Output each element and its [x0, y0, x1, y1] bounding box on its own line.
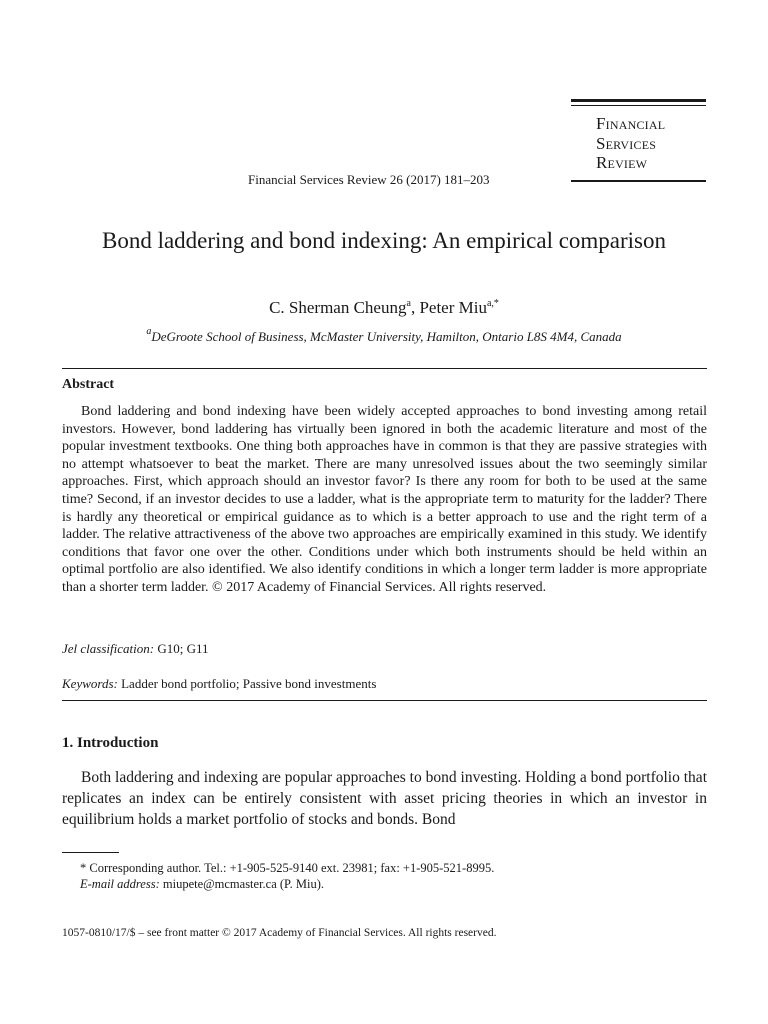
abstract-body: Bond laddering and bond indexing have been widely accepted approaches to bond investing among retail investors. However, bond laddering has virtually been ignored in both the academic literature and most of the popular investment textbooks. One thing both approaches have in common is that they are passive strategies with no attempt whatsoever to beat the market. There are many unresolved issues about the two seemingly similar approaches. First, which approach should an investor favor? Is there any room for both to be used at the same time? Second, if an investor decides to use a ladder, what is the appropriate term to maturity for the ladder? There is hardly any theoretical or empirical guidance as to which is a better approach to use and the right term of a ladder. The relative attractiveness of the above two approaches are empirically examined in this study. We identify conditions that favor one over the other. Conditions under which both instruments should be held within an optimal portfolio are also identified. We also identify conditions in which a longer term ladder is more appropriate than a shorter term ladder. © 2017 Academy of Financial Services. All rights reserved.	[62, 404, 707, 595]
author-2-affil-mark: a,*	[486, 298, 499, 309]
introduction-body: Both laddering and indexing are popular approaches to bond investing. Holding a bond portfolio that replicates an index can be entirely consistent with asset pricing theories in which an investor in equilibrium holds a market portfolio of stocks and bonds. Bond	[62, 769, 707, 828]
keywords-value: Ladder bond portfolio; Passive bond investments	[117, 676, 377, 691]
author-1: C. Sherman Cheung	[269, 298, 407, 317]
section-heading-introduction: 1. Introduction	[62, 735, 159, 751]
footnote-corresponding-author: * Corresponding author. Tel.: +1-905-525-9140 ext. 23981; fax: +1-905-521-8995.	[80, 861, 495, 875]
logo-line-3: Review	[596, 153, 648, 172]
abstract-top-rule	[62, 368, 707, 369]
logo-line-1: Financial	[596, 114, 666, 133]
author-separator: ,	[410, 298, 420, 317]
logo-rule-top-thin	[571, 105, 706, 106]
email-value: miupete@mcmaster.ca (P. Miu).	[159, 877, 325, 891]
author-line	[84, 298, 684, 318]
author-2: Peter Miu	[419, 298, 487, 317]
journal-logo	[571, 99, 706, 182]
abstract-heading: Abstract	[62, 377, 115, 392]
logo-line-2: Services	[596, 133, 657, 153]
copyright-line: 1057-0810/17/$ – see front matter © 2017 Academy of Financial Services. All rights reserved.	[62, 927, 497, 939]
logo-text	[596, 114, 665, 173]
logo-rule-top	[571, 99, 706, 102]
jel-label: Jel classification:	[62, 641, 155, 656]
keywords-label: Keywords:	[62, 676, 118, 691]
author-1-affil-mark: a	[406, 298, 411, 309]
jel-classification	[62, 641, 208, 657]
jel-value: G10; G11	[154, 641, 209, 656]
paper-title: Bond laddering and bond indexing: An empirical comparison	[101, 228, 667, 253]
journal-reference: Financial Services Review 26 (2017) 181–203	[248, 172, 490, 187]
affiliation	[84, 326, 684, 345]
logo-rule-bottom	[571, 180, 706, 182]
footnote-rule	[62, 852, 119, 853]
affiliation-mark: a	[146, 326, 152, 337]
footnote-email	[80, 877, 324, 892]
abstract-bottom-rule	[62, 700, 707, 701]
keywords	[62, 676, 376, 692]
affiliation-text: DeGroote School of Business, McMaster University, Hamilton, Ontario L8S 4M4, Canada	[151, 329, 622, 344]
email-label: E-mail address:	[80, 877, 160, 891]
